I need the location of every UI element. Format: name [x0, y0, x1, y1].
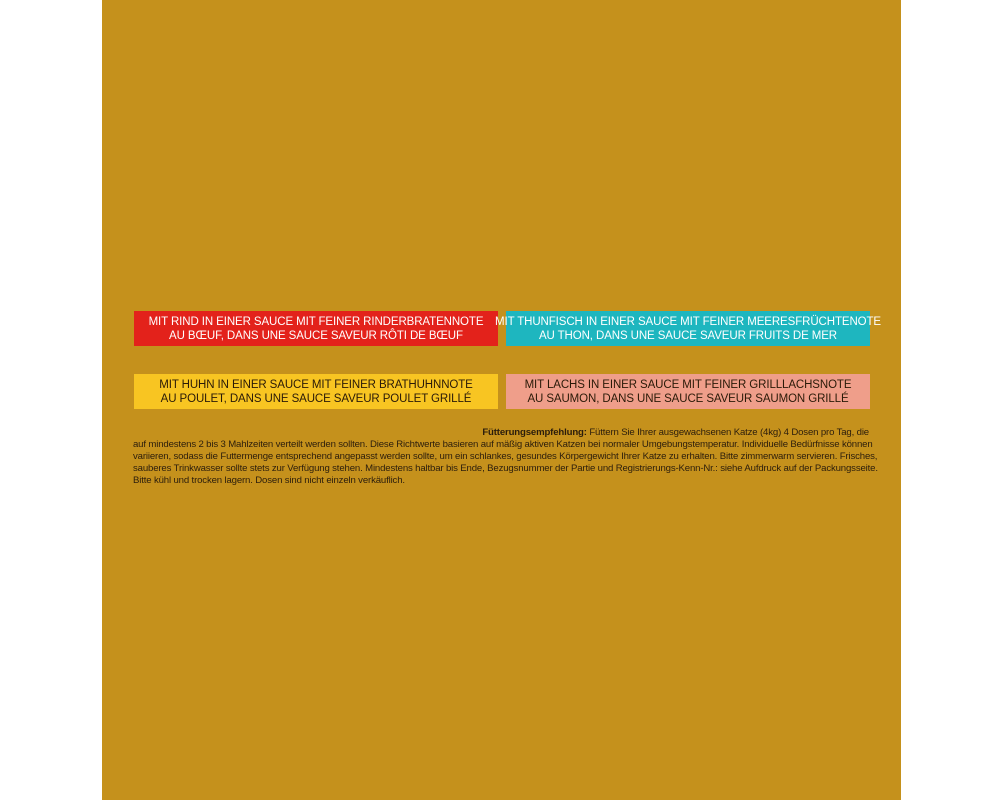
variant-label-salmon-line2: AU SAUMON, DANS UNE SAUCE SAVEUR SAUMON GRILLÉ: [527, 392, 849, 405]
feeding-line-5: Bitte kühl und trocken lagern. Dosen sind nicht einzeln verkäuflich.: [133, 475, 405, 486]
feeding-line-1: [133, 427, 869, 439]
variant-label-tuna-line2: AU THON, DANS UNE SAUCE SAVEUR FRUITS DE MER: [538, 329, 838, 342]
feeding-line-4: sauberes Trinkwasser sollte stets zur Verfügung stehen. Mindestens haltbar bis Ende, Bezugsnummer der Partie und Registrierungs-Kenn-Nr.: siehe Aufdruck auf der Packungsseite.: [133, 463, 878, 474]
feeding-recommendation: [133, 427, 878, 487]
variant-label-beef: [134, 311, 498, 346]
variant-label-salmon-line1: MIT LACHS IN EINER SAUCE MIT FEINER GRILLLACHSNOTE: [524, 378, 852, 391]
feeding-heading: Fütterungsempfehlung:: [482, 427, 587, 438]
variant-label-chicken: [134, 374, 498, 409]
feeding-line-1-text: Füttern Sie Ihrer ausgewachsenen Katze (4kg) 4 Dosen pro Tag, die: [586, 427, 869, 438]
variant-label-beef-line2: AU BŒUF, DANS UNE SAUCE SAVEUR RÔTI DE BŒUF: [169, 329, 463, 342]
variant-label-beef-line1: MIT RIND IN EINER SAUCE MIT FEINER RINDERBRATENNOTE: [148, 315, 484, 328]
feeding-line-3: variieren, sodass die Futtermenge entsprechend angepasst werden sollte, um ein schlankes, gesundes Körpergewicht Ihrer Katze zu erhalten. Bitte zimmerwarm servieren. Frisches,: [133, 451, 878, 462]
variant-label-tuna-line1: MIT THUNFISCH IN EINER SAUCE MIT FEINER MEERESFRÜCHTENOTE: [495, 315, 881, 328]
variant-label-salmon: [506, 374, 870, 409]
feeding-line-2: auf mindestens 2 bis 3 Mahlzeiten verteilt werden sollten. Diese Richtwerte basieren auf mäßig aktiven Katzen bei normaler Umgebungstemperatur. Individuelle Bedürfnisse können: [133, 439, 873, 450]
variant-label-chicken-line2: AU POULET, DANS UNE SAUCE SAVEUR POULET GRILLÉ: [160, 392, 472, 405]
variant-label-chicken-line1: MIT HUHN IN EINER SAUCE MIT FEINER BRATHUHNNOTE: [159, 378, 473, 391]
variant-label-tuna: [495, 311, 881, 346]
